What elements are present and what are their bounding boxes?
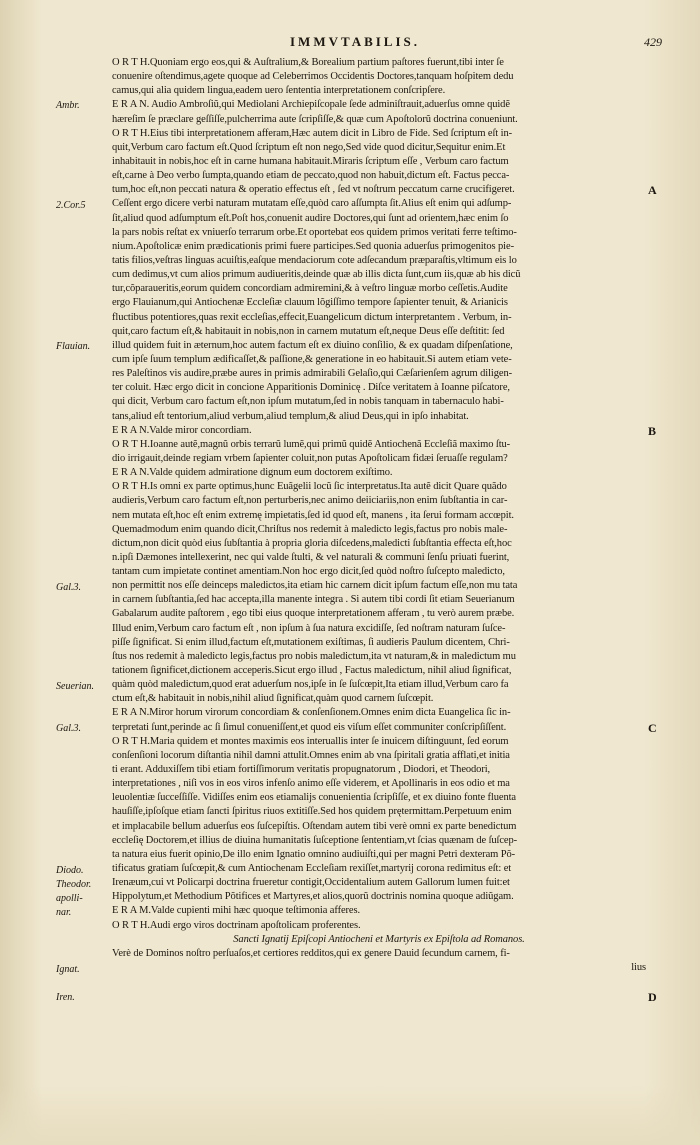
text-line: cum dedimus,vt cum alios primum audiueritis,deinde quæ ab illis dicta ſunt,cum iis,quæ ab his dicũ (112, 269, 521, 281)
margin-note: Seuerian. (56, 680, 95, 692)
text-line: Hippolytum,et Methodium Põtifices et Martyres,et alios,quorũ doctrinis nomina quoque adiũgam. (112, 891, 514, 903)
margin-note: nar. (56, 907, 72, 918)
text-line: Gabalarum audite paſtorem , ego tibi eius quoque interpretationem afferam , tu verò aurem præbe. (112, 608, 515, 620)
running-title: IMMVTABILIS. (290, 34, 421, 49)
text-line: eſt,carne à Deo verbo ſumpta,quando etiam de peccato,quod non habuit,dictum eſt. Factus pecca- (112, 170, 510, 182)
section-marker: A (648, 183, 657, 198)
text-line: inhabitauit in nobis,hoc eſt in carne humana habitauit.Miraris ſcriptum eſſe , Verbum caro factum (112, 155, 509, 167)
text-line: E R A N.Valde miror concordiam. (112, 424, 252, 436)
section-marker: B (648, 423, 657, 438)
text-column (112, 56, 646, 975)
text-line: nium.Apoſtolicæ enim prædicationis primi fuere participes.Sed quonia aduerſus primogenitos pie- (112, 240, 514, 252)
text-line: O R T H.Maria quidem et montes maximis eos interuallis inter ſe inuicem diſtinguunt, ſed eorum (112, 735, 509, 747)
text-line: la pars nobis reſtat ex vniuerſo terrarum orbe.Et oportebat eos quidem primos veritati ferre teſtimo- (112, 226, 517, 238)
text-line: terpretati ſunt,perinde ac ſi ſimul conueniſſent,et quod eis viſum eſſet communiter conſcripſiſſent. (112, 721, 507, 733)
text-line: conſenſioni locorum diſtantia nihil damni attulit.Omnes enim ab vna ſpiritali gratia afflati,et initia (112, 749, 510, 761)
text-line: conuenire oſtendimus,agete quoque ad Celeberrimos Occidentis Doctores,tanquam hoſpitem dedu (112, 71, 514, 83)
text-line: O R T H.Ioanne autẽ,magnũ orbis terrarũ lumẽ,qui primũ quidẽ Antiochenã Eccleſiã maximo ſtu- (112, 438, 511, 450)
text-line: ſit,aliud quod adſumptum eſt.Poſt hos,conuenit audire Doctores,qui ſunt ad orientem,hæc enim ſo (112, 212, 509, 224)
text-line: interpretationes , niſi vos in eos viros infenſo animo eſſe viderem, et Apollinaris in eos odio et ma (112, 778, 510, 790)
text-line: n.ipſi Dæmones intellexerint, nec qui valde ſtulti, & vel naturali & communi ſenſu priuati fuerint, (112, 551, 510, 563)
text-line: res Paleſtinos vis audire,præbe aures in primis admirabili Gelaſio,qui Cæſarienſem agrum diligen- (112, 368, 513, 380)
text-line: ergo Flauianum,qui Antiochenæ Eccleſiæ clauum lõgiſſimo tempore ſapienter tenuit, & Arianicis (112, 297, 508, 309)
text-line: ti erant. Adduxiſſem tibi etiam fortiſſimorum veritatis propugnatorum , Diodori, et Theodori, (112, 764, 491, 776)
text-line: tantam cum impietate continet amentiam.Non hoc ergo dicit,ſed quòd noſtro ſuſcepto maledicto, (112, 566, 505, 578)
text-line: cum ipſe ſuum templum ædificaſſet,& paſſione,& generatione in eo habitauit.Si autem etiam vete- (112, 353, 512, 365)
text-line: Irenæum,cui vt Policarpi doctrina frueretur contigit,Occidentalium autem Gallorum lumen fuit:et (112, 877, 510, 889)
text-line: dio irrigauit,deinde regiam vrbem ſapienter coluit,non putas Apoſtolicam fidæi ſeruaſſe regulam? (112, 452, 508, 464)
text-line: E R A N.Miror horum virorum concordiam & conſenſionem.Omnes enim dicta Euangelica ſic in- (112, 707, 511, 719)
section-marker: C (648, 721, 657, 736)
text-line: E R A N.Valde quidem admiratione dignum eum doctorem exiſtimo. (112, 467, 393, 479)
text-line: O R T H.Quoniam ergo eos,qui & Auſtralium,& Borealium partium paſtores fuerunt,tibi inter ſe (112, 57, 504, 68)
text-line: O R T H.Eius tibi interpretationem afferam,Hæc autem dicit in Libro de Fide. Sed ſcriptum eſt in- (112, 127, 513, 139)
text-line: camus,qui alia quidem lingua,eadem uero ſententia interpretationem conſcripſere. (112, 85, 446, 97)
margin-note: 2.Cor.5 (56, 199, 86, 211)
text-line: quàm quòd maledictum,quod erat aduerſum nos,ipſe in ſe ſuſcœpit,Ita etiam illud,Verbum caro fa (112, 679, 509, 691)
text-line: piſſe ſignificat. Si enim illud,factum eſt,mutationem exiſtimas, ſi audieris Paulum dicentem, Chri- (112, 636, 510, 648)
text-line: ſtus nos redemit à maledicto legis,factus pro nobis maledictum,ita vt naturam,& in maledictum mu (112, 650, 516, 662)
text-line: ctum eſt,& habitauit in nobis,nihil aliud ſignificat,quàm quod carnem ſuſcœpit. (112, 693, 434, 705)
page-bottom-shade (0, 1085, 700, 1145)
margin-note: Flauian. (56, 341, 91, 352)
text-line: eccleſię Doctorem,et illius de diuina humanitatis ſuſceptione ſententiam,vt ſcias quænam de ſuſcep- (112, 834, 518, 846)
text-line: Verè de Dominos noſtro perſuaſos,et certiores redditos,qui ex genere Dauid ſecundum carnem, fi- (112, 947, 510, 959)
text-line: O R T H.Is omni ex parte optimus,hunc Euãgelii locũ ſic interpretatus.Ita autẽ dicit Quare quãdo (112, 481, 507, 493)
section-marker: D (648, 989, 657, 1004)
text-line: quit,Verbum caro factum eſt.Quod ſcriptum eſt non nego,Sed vide quod dicitur,Sequitur enim.Et (112, 141, 506, 153)
text-line: quit,caro factum eſt,& habitauit in nobis,non in carnem mutatum eſt,neque Deus eſſe deſtitit: ſed (112, 325, 505, 337)
text-line: O R T H.Audi ergo viros doctrinam apoſtolicam proferentes. (112, 919, 361, 931)
text-line: ter coluit. Hæc ergo dicit in concione Apparitionis Dominicę . Diſce veritatem à Ioanne piſcatore, (112, 382, 510, 394)
text-line: hauſiſſe,ipſoſque etiam ſancti ſpiritus riuos extitiſſe.Sed hos quidem prętermittam.Perpetuum enim (112, 806, 512, 818)
text-line: Illud enim,Verbum caro factum eſt , non ipſum à ſua natura excidiſſe, ſed noſtram naturam ſuſce- (112, 622, 506, 634)
margin-note: Gal.3. (56, 723, 81, 735)
margin-note: Diodo. (56, 864, 84, 876)
text-line: E R A N. Audio Ambroſiũ,qui Mediolani Archiepiſcopale ſede adminiſtrauit,aduerſus omne quidẽ (112, 99, 510, 111)
text-line: hæreſim ſe præclare geſſiſſe,pulcherrima aute ſcripſiſſe,& quæ cum Apoſtolorũ doctrina conueniunt. (112, 113, 518, 125)
text-line: et implacabile bellum aduerſus eos ſuſcepiſtis. Oſtendam autem tibi verè omni ex parte benedictum (112, 820, 517, 832)
margin-note: Ignat. (56, 963, 80, 975)
text-line: ta natura eius fuerit opinio,De illo enim Ignatio omnino audiuiſti,qui per magni Petri dexteram Põ- (112, 848, 516, 860)
margin-note: Gal.3. (56, 581, 81, 593)
text-line: nem mutata eſt,hoc eſt enim extremę impietatis,ſed id quod eſt, manens , ita ſerui formam accœpit. (112, 509, 514, 521)
margin-note: Theodor. (56, 878, 92, 890)
text-line: tur,cõparaueritis,eorum quidem concordiam admiremini,& à veſtro linguæ morbo ceſſetis.Audite (112, 283, 508, 295)
text-line: illud quidem fuit in æternum,hoc autem factum eſt ex diuino conſilio, & ex quadam diſpenſatione, (112, 339, 513, 351)
catchword: lius (631, 962, 646, 973)
text-line: tans,aliud eſt tentorium,aliud verbum,aliud templum,& aliud Deus,qui in ipſo inhabitat. (112, 410, 469, 422)
text-line: tificatus gratiam ſuſcœpit,& cum Antiochenam Eccleſiam rexiſſet,martyrij corona redimitus eſt: et (112, 863, 512, 875)
folio-number: 429 (644, 35, 662, 49)
text-line: leuolentiæ ſucceſſiſſe. Vidiſſes enim eos etiamalijs conuenientia ſcripſiſſe, et ex diuino fonte fluenta (112, 792, 516, 804)
text-line: E R A M.Valde cupienti mihi hæc quoque teſtimonia afferes. (112, 905, 361, 917)
text-line: tationem ſignificet,dictionem acceperis.Sicut ergo illud , Factus maledictum, nihil aliud ſignificat, (112, 665, 512, 677)
text-line: qui dicit, Verbum caro factum eſt,non ipſum mutatum,ſed in nobis tanquam in tabernaculo habi- (112, 396, 504, 408)
text-line: tum,hoc eſt,non peccati natura & operatio effectus eſt , ſed vt noſtrum peccatum carne crucifigeret. (112, 184, 515, 196)
text-line: tatis filios,veſtras linguas acuiſtis,eaſque mendaciorum cote adſecandum præparaſtis,vltimum eis lo (112, 254, 517, 266)
text-line: audieris,Verbum caro factum eſt,non perturberis,nec animo deiiciariis,non enim ſubſtantia in car- (112, 495, 508, 507)
margin-note: apolli- (56, 892, 83, 904)
margin-note: Iren. (56, 991, 75, 1003)
text-line: Ceſſent ergo dicere verbi naturam mutatam eſſe,quòd caro aſſumpta ſit.Alius eſt enim qui adſump- (112, 198, 512, 210)
section-heading: Sancti Ignatij Epiſcopi Antiocheni et Martyris ex Epiſtola ad Romanos. (233, 933, 525, 945)
text-line: Quemadmodum enim quando dicit,Chriſtus nos redemit à maledicto legis,factus pro nobis male- (112, 523, 508, 535)
page-header (0, 34, 700, 52)
text-line: dictum,non dicit quòd eius ſubſtantia à propria gloria diſcedens,maledicti ſubſtantia effecta eſt,hoc (112, 537, 512, 549)
text-line: fluctibus potentiores,quas rexit eccleſias,effecit,Euangelicum dictum interpretantem . Verbum, in- (112, 311, 512, 323)
text-line: in carnem ſubſtantia,ſed hac accepta,illa manente integra . Si autem tibi cordi ſit etiam Seuerianum (112, 594, 515, 606)
margin-note: Ambr. (56, 100, 80, 112)
text-line: non permittit nos eſſe deinceps maledictos,ita etiam hic carnem dicit ipſum factum eſſe,non mu tata (112, 580, 518, 592)
